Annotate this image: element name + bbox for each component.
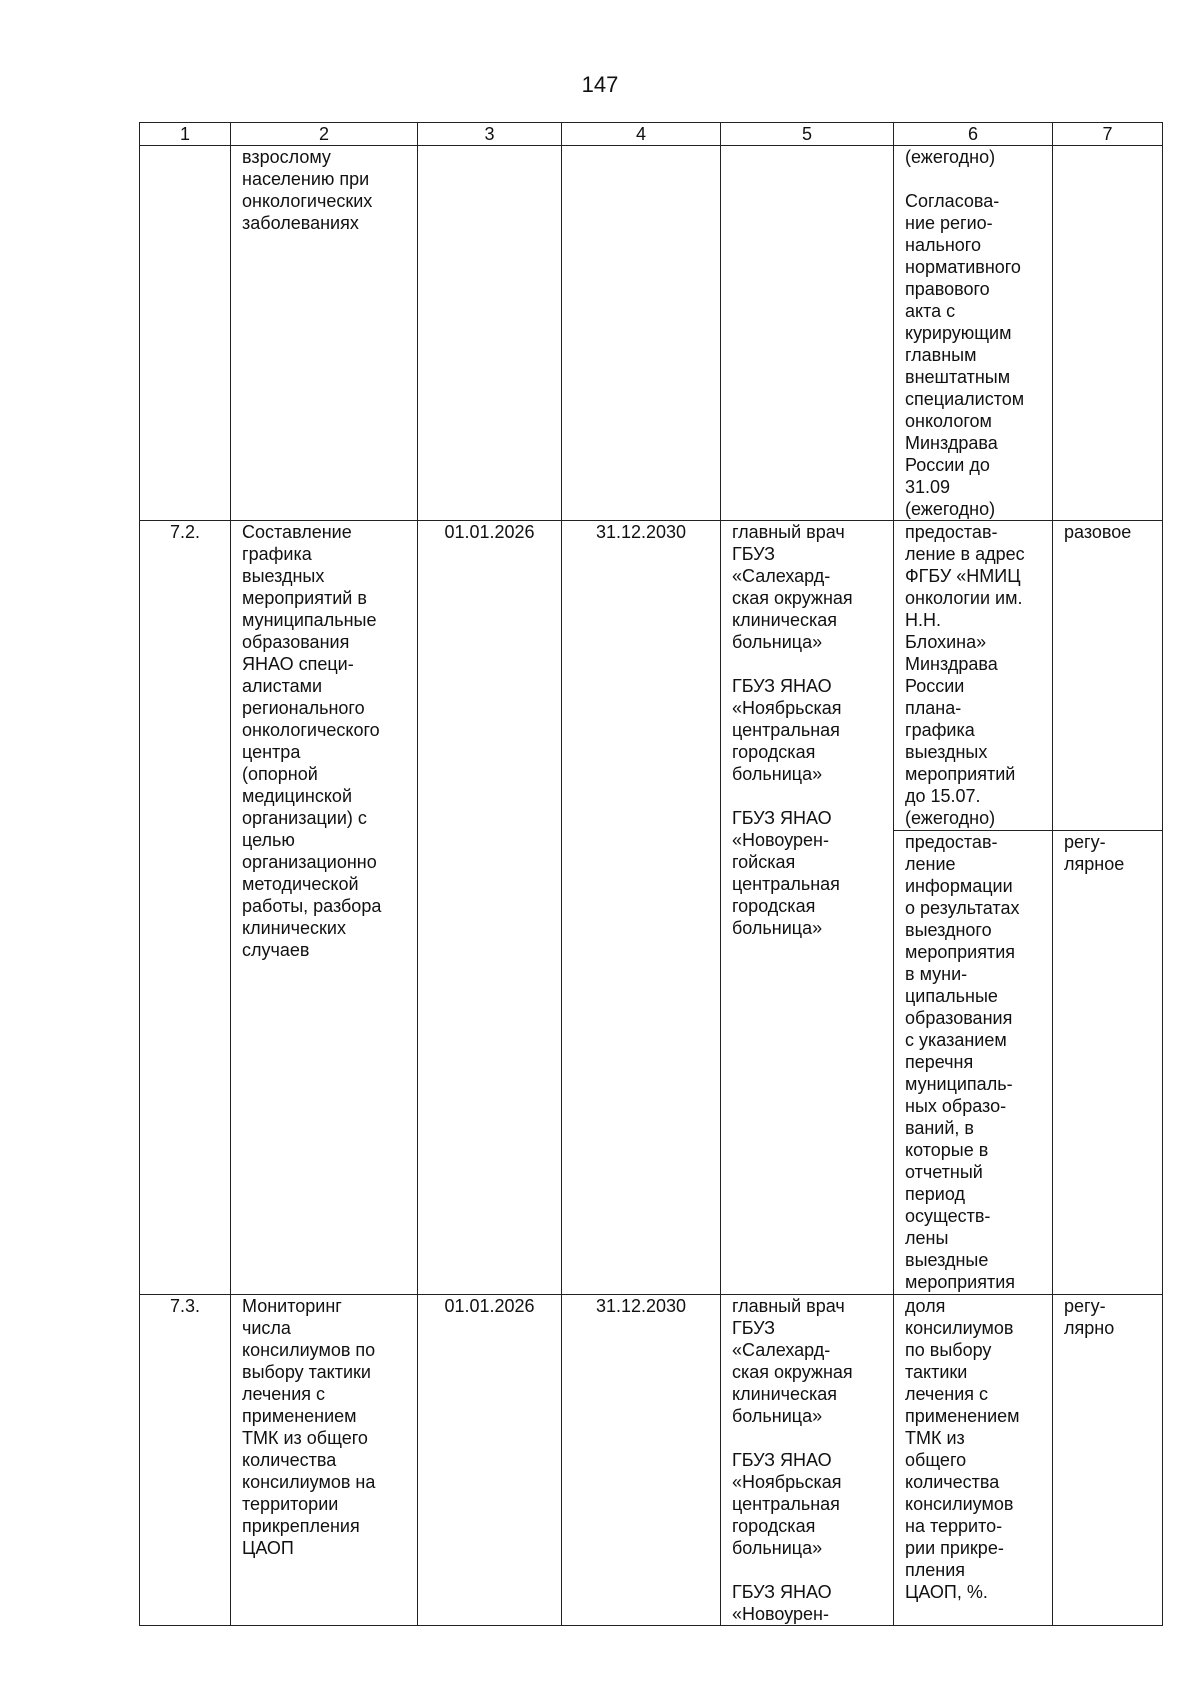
- cell-end-date: [562, 146, 721, 521]
- table-row-continued: [140, 146, 1163, 521]
- cell-start-date: 01.01.2026: [418, 1295, 562, 1626]
- cell-result: предостав- ление в адрес ФГБУ «НМИЦ онкологии им. Н.Н. Блохина» Минздрава России плана- графика выездных мероприятий до 15.07. (ежегодно): [894, 521, 1053, 831]
- page-number: 147: [581, 72, 619, 97]
- header-cell-7: 7: [1053, 123, 1163, 146]
- table-row-7-3: [140, 1295, 1163, 1626]
- header-cell-4: 4: [562, 123, 721, 146]
- cell-end-date: 31.12.2030: [562, 521, 721, 1295]
- cell-number: [140, 146, 231, 521]
- cell-activity: Составление графика выездных мероприятий в муниципальные образования ЯНАО специ- алистами регионального онкологического центра (опорной медицинской организации) с целью организационно методической работы, разбора клинических случаев: [231, 521, 418, 1295]
- cell-responsible: главный врач ГБУЗ «Салехард- ская окружная клиническая больница» ГБУЗ ЯНАО «Ноябрьская центральная городская больница» ГБУЗ ЯНАО «Новоурен- гойская центральная городская больница»: [721, 521, 894, 1295]
- cell-responsible: главный врач ГБУЗ «Салехард- ская окружная клиническая больница» ГБУЗ ЯНАО «Ноябрьская центральная городская больница» ГБУЗ ЯНАО «Новоурен-: [721, 1295, 894, 1626]
- cell-end-date: 31.12.2030: [562, 1295, 721, 1626]
- cell-type: [1053, 146, 1163, 521]
- cell-start-date: 01.01.2026: [418, 521, 562, 1295]
- header-row: [140, 123, 1163, 146]
- cell-result: предостав- ление информации о результатах выездного мероприятия в муни- ципальные образования с указанием перечня муниципаль- ных образо- ваний, в которые в отчетный период осуществ- лены выездные мероприятия: [894, 831, 1053, 1295]
- plan-table: [139, 122, 1163, 1626]
- cell-activity: взрослому населению при онкологических заболеваниях: [231, 146, 418, 521]
- cell-start-date: [418, 146, 562, 521]
- cell-result: доля консилиумов по выбору тактики лечения с применением ТМК из общего количества консилиумов на террито- рии прикре- пления ЦАОП, %.: [894, 1295, 1053, 1626]
- cell-number: 7.3.: [140, 1295, 231, 1626]
- header-cell-2: 2: [231, 123, 418, 146]
- header-cell-6: 6: [894, 123, 1053, 146]
- cell-number: 7.2.: [140, 521, 231, 1295]
- header-cell-5: 5: [721, 123, 894, 146]
- header-cell-1: 1: [140, 123, 231, 146]
- cell-result: (ежегодно) Согласова- ние регио- нального нормативного правового акта с курирующим главным внештатным специалистом онкологом Минздрава России до 31.09 (ежегодно): [894, 146, 1053, 521]
- cell-activity: Мониторинг числа консилиумов по выбору тактики лечения с применением ТМК из общего количества консилиумов на территории прикрепления ЦАОП: [231, 1295, 418, 1626]
- table-row-7-2: [140, 521, 1163, 831]
- cell-responsible: [721, 146, 894, 521]
- cell-type: регу- лярно: [1053, 1295, 1163, 1626]
- header-cell-3: 3: [418, 123, 562, 146]
- cell-type: регу- лярное: [1053, 831, 1163, 1295]
- cell-type: разовое: [1053, 521, 1163, 831]
